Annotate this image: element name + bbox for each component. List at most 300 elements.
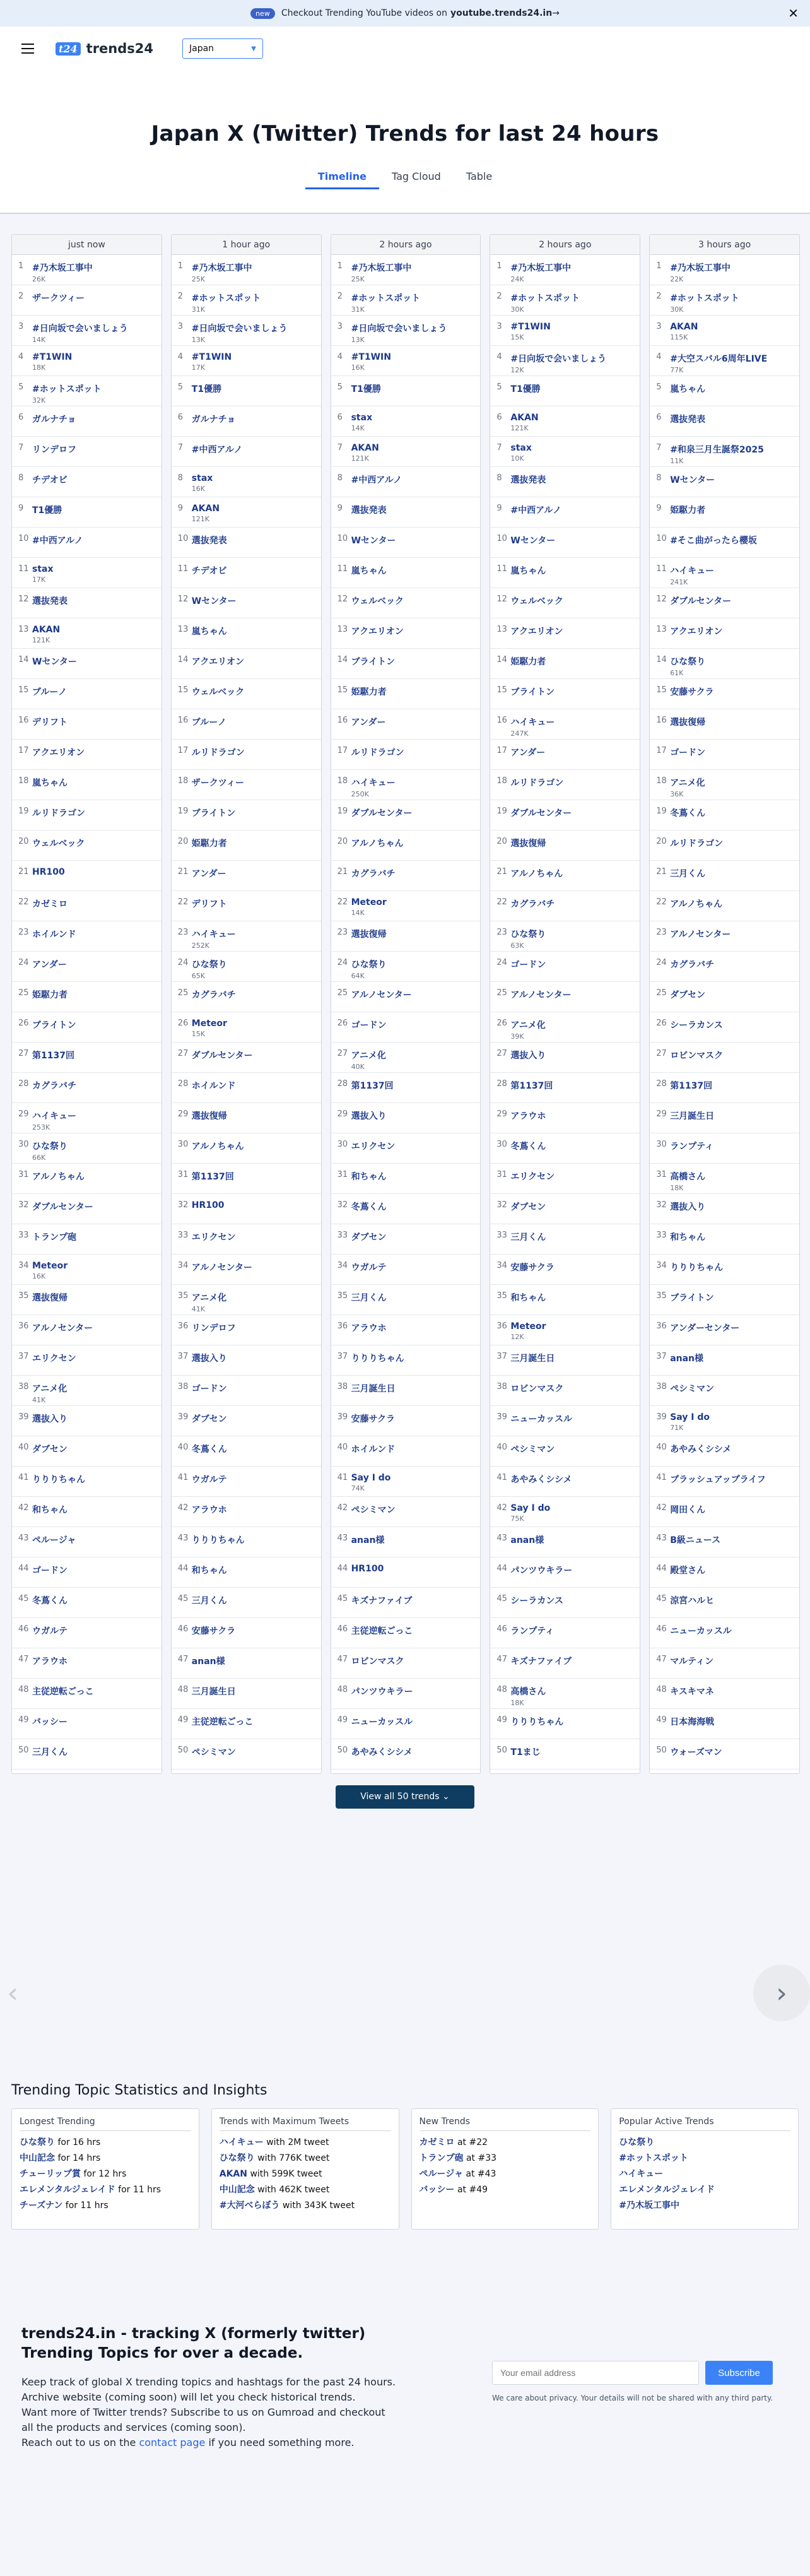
stats-trend-link[interactable]: ペルージャ [419, 2169, 463, 2179]
trend-link[interactable]: 嵐ちゃん [351, 566, 387, 576]
trend-link[interactable]: ダブセン [351, 1232, 387, 1243]
trend-link[interactable]: ホイルンド [351, 1445, 396, 1455]
trend-link[interactable]: 三月くん [191, 1596, 227, 1606]
trend-link[interactable]: Meteor [32, 1261, 68, 1271]
trend-link[interactable]: シーラカンス [510, 1596, 563, 1606]
tab-table[interactable]: Table [466, 170, 493, 182]
trend-link[interactable]: 日本海海戦 [670, 1717, 715, 1727]
trend-link[interactable]: アニメ化 [191, 1293, 227, 1303]
trend-link[interactable]: アルノちゃん [670, 899, 723, 909]
trend-link[interactable]: ブライトン [351, 657, 396, 667]
trend-link[interactable]: ダブセン [510, 1202, 546, 1212]
trend-link[interactable]: りりりちゃん [351, 1354, 404, 1364]
trend-row [172, 1588, 321, 1618]
trend-link[interactable]: デリフト [32, 718, 68, 728]
trend-link[interactable]: #日向坂で会いましょう [510, 354, 607, 364]
trend-link[interactable]: AKAN [191, 504, 220, 514]
trend-link[interactable]: アニメ化 [670, 778, 705, 788]
trend-link[interactable]: キズナファイブ [510, 1657, 572, 1667]
trend-link[interactable]: #和泉三月生誕祭2025 [670, 445, 764, 455]
trend-link[interactable]: #T1WIN [191, 352, 232, 362]
stats-trend-link[interactable]: ひな祭り [219, 2153, 255, 2163]
trend-link[interactable]: アンダー [32, 960, 67, 970]
trend-link[interactable]: AKAN [510, 413, 539, 423]
trend-link[interactable]: ダブセン [32, 1445, 68, 1455]
stats-trend-link[interactable]: #大河べらぼう [219, 2201, 280, 2211]
trend-link[interactable]: ダブルセンター [670, 596, 732, 606]
trend-link[interactable]: 嵐ちゃん [510, 566, 546, 576]
trend-link[interactable]: 選抜復帰 [191, 1111, 227, 1121]
trend-link[interactable]: Say I do [351, 1473, 391, 1483]
trend-link[interactable]: 姫駆力者 [32, 990, 68, 1000]
trend-row [12, 558, 161, 588]
trend-link[interactable]: りりりちゃん [191, 1535, 245, 1545]
trend-link[interactable]: ブラッシュアップライフ [670, 1475, 766, 1485]
trend-link[interactable]: #乃木坂工事中 [351, 263, 412, 273]
trend-link[interactable]: #そこ曲がったら櫻坂 [670, 536, 757, 546]
trend-link[interactable]: Wセンター [510, 536, 556, 546]
trend-link[interactable]: 姫駆力者 [510, 657, 546, 667]
trend-link[interactable]: Wセンター [191, 596, 237, 606]
trend-link[interactable]: ペルージャ [32, 1535, 76, 1545]
trend-link[interactable]: ゴードン [351, 1020, 387, 1031]
trend-link[interactable]: アルノちゃん [191, 1142, 244, 1152]
trend-link[interactable]: ロビンマスク [351, 1657, 404, 1667]
trend-link[interactable]: 主従逆転ごっこ [351, 1626, 413, 1636]
trend-link[interactable]: #中西アルノ [191, 445, 243, 455]
trend-link[interactable]: 姫駆力者 [191, 839, 227, 849]
trend-row [12, 406, 161, 437]
trend-link[interactable]: アラウホ [191, 1505, 227, 1515]
trend-link[interactable]: 安藤サクラ [351, 1414, 396, 1424]
trend-link[interactable]: 選抜復帰 [670, 718, 706, 728]
trend-link[interactable]: パンツウキラー [351, 1687, 413, 1697]
trend-link[interactable]: 第1137回 [510, 1081, 553, 1091]
trend-link[interactable]: #乃木坂工事中 [32, 263, 93, 273]
trend-link[interactable]: ゴードン [670, 748, 706, 758]
trend-link[interactable]: HR100 [32, 867, 65, 877]
trend-link[interactable]: ゴードン [510, 960, 546, 970]
trend-link[interactable]: ブルーノ [32, 687, 68, 697]
trend-link[interactable]: 安藤サクラ [191, 1626, 236, 1636]
trend-link[interactable]: 三月誕生日 [670, 1111, 715, 1121]
trend-link[interactable]: anan様 [510, 1535, 544, 1545]
trend-rank: 41 [656, 1473, 667, 1482]
trend-link[interactable]: リンデロフ [32, 445, 76, 455]
trend-link[interactable]: Meteor [351, 897, 387, 907]
trend-rank: 19 [496, 806, 507, 816]
trend-link[interactable]: #ホットスポット [670, 293, 739, 304]
trend-link[interactable]: アクエリオン [351, 627, 404, 637]
trend-link[interactable]: T1優勝 [32, 505, 62, 516]
trend-link[interactable]: カグラバチ [32, 1081, 76, 1091]
trend-link[interactable]: #T1WIN [32, 352, 73, 362]
trend-link[interactable]: stax [351, 413, 373, 423]
trend-link[interactable]: ガルナチョ [32, 415, 76, 425]
trend-link[interactable]: 第1137回 [670, 1081, 713, 1091]
trend-link[interactable]: 和ちゃん [351, 1172, 387, 1182]
trend-link[interactable]: アルノちゃん [32, 1172, 85, 1182]
trend-row [490, 861, 640, 891]
close-icon[interactable]: ✕ [788, 6, 799, 21]
trend-link[interactable]: #日向坂で会いましょう [191, 324, 288, 334]
trend-link[interactable]: アラウホ [510, 1111, 546, 1121]
trend-link[interactable]: デリフト [191, 899, 227, 909]
trend-link[interactable]: ホイルンド [32, 930, 76, 940]
trend-link[interactable]: ロビンマスク [670, 1051, 724, 1061]
stats-value: for 14 hrs [55, 2153, 101, 2163]
stats-trend-link[interactable]: 中山記念 [20, 2153, 55, 2163]
trend-link[interactable]: アルノセンター [351, 990, 412, 1000]
trend-link[interactable]: Meteor [191, 1019, 227, 1029]
trend-link[interactable]: AKAN [351, 443, 379, 453]
trend-link[interactable]: anan様 [670, 1354, 704, 1364]
trend-link[interactable]: カゼミロ [32, 899, 68, 909]
trend-link[interactable]: 殿堂さん [670, 1566, 706, 1576]
trend-link[interactable]: 安藤サクラ [670, 687, 714, 697]
trend-link[interactable]: 和ちゃん [32, 1505, 68, 1515]
trend-link[interactable]: 高橋さん [510, 1687, 546, 1697]
trend-link[interactable]: 高橋さん [670, 1172, 706, 1182]
trend-link[interactable]: #ホットスポット [32, 384, 102, 394]
trend-link[interactable]: 三月くん [670, 869, 706, 879]
trend-link[interactable]: #乃木坂工事中 [191, 263, 252, 273]
trend-link[interactable]: チデオビ [191, 566, 227, 576]
trend-link[interactable]: あやみくシシメ [670, 1445, 732, 1455]
trend-link[interactable]: #大空スバル6周年LIVE [670, 354, 768, 364]
trend-link[interactable]: 冬蔦くん [351, 1202, 387, 1212]
trend-link[interactable]: #中西アルノ [510, 505, 562, 516]
trend-link[interactable]: エリクセン [32, 1354, 76, 1364]
stats-trend-link[interactable]: #乃木坂工事中 [619, 2201, 679, 2211]
trend-link[interactable]: マルティン [670, 1657, 714, 1667]
subscribe-button[interactable]: Subscribe [705, 2361, 773, 2385]
trend-link[interactable]: T1優勝 [351, 384, 381, 394]
trend-link[interactable]: #ホットスポット [351, 293, 421, 304]
trend-link[interactable]: 選抜入り [351, 1111, 387, 1121]
trend-link[interactable]: ゴードン [32, 1566, 68, 1576]
stats-trend-link[interactable]: カゼミロ [419, 2137, 455, 2148]
trend-link[interactable]: りりりちゃん [510, 1717, 564, 1727]
trend-link[interactable]: 選抜復帰 [351, 930, 387, 940]
trend-link[interactable]: ウェルベック [32, 839, 85, 849]
trend-link[interactable]: 姫駆力者 [670, 505, 706, 516]
menu-icon[interactable] [21, 44, 34, 54]
tab-tag-cloud[interactable]: Tag Cloud [391, 170, 441, 182]
trend-link[interactable]: キスキマネ [670, 1687, 714, 1697]
site-logo[interactable] [56, 41, 153, 56]
trend-link[interactable]: HR100 [191, 1200, 225, 1210]
trend-link[interactable]: ブライトン [510, 687, 555, 697]
trend-link[interactable]: アルノセンター [191, 1263, 252, 1273]
trend-link[interactable]: アルノセンター [510, 990, 572, 1000]
trend-link[interactable]: ひな祭り [670, 657, 706, 667]
trend-link[interactable]: 嵐ちゃん [670, 384, 706, 394]
trend-link[interactable]: カグラバチ [510, 899, 555, 909]
trend-link[interactable]: ロビンマスク [510, 1384, 564, 1394]
trend-link[interactable]: 選抜入り [191, 1354, 227, 1364]
trend-link[interactable]: アルノちゃん [510, 869, 563, 879]
trend-link[interactable]: Wセンター [32, 657, 77, 667]
trend-link[interactable]: 姫駆力者 [351, 687, 387, 697]
trend-link[interactable]: ダブルセンター [351, 808, 413, 818]
trend-link[interactable]: 三月くん [32, 1747, 68, 1758]
trend-link[interactable]: 和ちゃん [510, 1293, 546, 1303]
trend-link[interactable]: パンツウキラー [510, 1566, 573, 1576]
stats-trend-link[interactable]: ハイキュー [219, 2137, 264, 2148]
trend-link[interactable]: Wセンター [351, 536, 396, 546]
trend-link[interactable]: ニューカッスル [670, 1626, 732, 1636]
trend-link[interactable]: 冬蔦くん [191, 1445, 227, 1455]
trend-link[interactable]: エリクセン [191, 1232, 236, 1243]
view-all-button[interactable] [336, 1785, 474, 1809]
trend-link[interactable]: アンダー [191, 869, 226, 879]
trend-link[interactable]: 三月くん [510, 1232, 546, 1243]
trend-link[interactable]: ウェルベック [510, 596, 563, 606]
trend-link[interactable]: ハイキュー [351, 778, 396, 788]
trend-link[interactable]: ガルナチョ [191, 415, 236, 425]
trend-link[interactable]: 選抜入り [670, 1202, 706, 1212]
trend-link[interactable]: ウェルベック [351, 596, 404, 606]
trend-rank: 34 [656, 1261, 667, 1270]
trend-link[interactable]: カグラバチ [670, 960, 715, 970]
trend-link[interactable]: B級ニュース [670, 1535, 721, 1545]
trend-link[interactable]: ルリドラゴン [510, 778, 564, 788]
trend-link[interactable]: 三月誕生日 [191, 1687, 236, 1697]
trend-link[interactable]: ニューカッスル [351, 1717, 413, 1727]
trend-link[interactable]: アニメ化 [351, 1051, 386, 1061]
trend-link[interactable]: HR100 [351, 1564, 384, 1574]
trend-link[interactable]: ウェルベック [191, 687, 245, 697]
trend-link[interactable]: #中西アルノ [351, 475, 402, 485]
trend-link[interactable]: シーラカンス [670, 1020, 723, 1031]
stats-trend-link[interactable]: チューリップ賞 [20, 2169, 81, 2179]
trend-link[interactable]: 冬蔦くん [510, 1142, 546, 1152]
trend-link[interactable]: ダブセン [191, 1414, 227, 1424]
trend-link[interactable]: りりりちゃん [32, 1475, 85, 1485]
trend-link[interactable]: 三月誕生日 [510, 1354, 555, 1364]
trend-link[interactable]: りりりちゃん [670, 1263, 724, 1273]
trend-link[interactable]: ブライトン [670, 1293, 714, 1303]
stats-trend-link[interactable]: バッシー [419, 2185, 455, 2195]
trend-link[interactable]: ひな祭り [191, 960, 227, 970]
stats-trend-link[interactable]: エレメンタルジェレイド [619, 2185, 715, 2195]
trend-link[interactable]: ダブルセンター [32, 1202, 93, 1212]
trend-link[interactable]: エリクセン [351, 1142, 396, 1152]
trend-link[interactable]: 嵐ちゃん [32, 778, 68, 788]
trend-link[interactable]: アラウホ [32, 1657, 68, 1667]
trend-link[interactable]: アクエリオン [510, 627, 563, 637]
country-select[interactable] [182, 38, 263, 59]
trend-link[interactable]: ペシミマン [191, 1747, 236, 1758]
trend-link[interactable]: 第1137回 [351, 1081, 394, 1091]
stats-trend-link[interactable]: #ホットスポット [619, 2153, 688, 2163]
prev-arrow-icon[interactable]: ‹ [7, 1976, 18, 2009]
trend-link[interactable]: チデオビ [32, 475, 68, 485]
trend-row [490, 497, 640, 528]
trend-link[interactable]: #ホットスポット [191, 293, 261, 304]
tweet-count: 252K [191, 942, 210, 950]
trend-link[interactable]: 選抜復帰 [510, 839, 546, 849]
trend-link[interactable]: ウォーズマン [670, 1747, 722, 1758]
trend-link[interactable]: 第1137回 [32, 1051, 74, 1061]
trend-link[interactable]: 冬蔦くん [32, 1596, 68, 1606]
trend-link[interactable]: ひな祭り [351, 960, 387, 970]
trend-link[interactable]: 主従逆転ごっこ [191, 1717, 254, 1727]
trend-link[interactable]: 岡田くん [670, 1505, 706, 1515]
trend-link[interactable]: あやみくシシメ [510, 1475, 572, 1485]
trend-link[interactable]: アンダー [351, 718, 386, 728]
stats-trend-link[interactable]: チーズナン [20, 2201, 63, 2211]
trend-link[interactable]: stax [510, 443, 532, 453]
trend-link[interactable]: カグラバチ [351, 869, 396, 879]
trend-link[interactable]: アクエリオン [670, 627, 723, 637]
trend-link[interactable]: Say I do [510, 1503, 551, 1513]
trend-link[interactable]: anan様 [351, 1535, 385, 1545]
trend-link[interactable]: エリクセン [510, 1172, 555, 1182]
trend-link[interactable]: ルリドラゴン [191, 748, 245, 758]
trend-link[interactable]: Wセンター [670, 475, 715, 485]
trend-link[interactable]: ハイキュー [191, 930, 236, 940]
trend-link[interactable]: アンダーセンター [670, 1323, 740, 1333]
trend-link[interactable]: ペシミマン [510, 1445, 555, 1455]
trend-link[interactable]: 選抜入り [510, 1051, 546, 1061]
trend-link[interactable]: 選抜復帰 [32, 1293, 68, 1303]
stats-trend-link[interactable]: エレメンタルジェレイド [20, 2185, 115, 2195]
trend-link[interactable]: トランプ砲 [32, 1232, 76, 1243]
trend-row [331, 1164, 481, 1194]
trend-link[interactable]: ルリドラゴン [670, 839, 724, 849]
trend-link[interactable]: ルリドラゴン [32, 808, 85, 818]
trend-link[interactable]: キズナファイブ [351, 1596, 413, 1606]
trend-link[interactable]: 選抜入り [32, 1414, 68, 1424]
trend-link[interactable]: アルノセンター [670, 930, 731, 940]
trend-link[interactable]: ハイキュー [32, 1111, 76, 1121]
trend-link[interactable]: アンダー [510, 748, 546, 758]
trend-link[interactable]: アクエリオン [32, 748, 85, 758]
contact-link[interactable]: contact page [139, 2437, 206, 2449]
trend-link[interactable]: stax [191, 473, 213, 483]
trend-link[interactable]: 安藤サクラ [510, 1263, 555, 1273]
trend-link[interactable]: ニューカッスル [510, 1414, 572, 1424]
trend-link[interactable]: T1まじ [510, 1747, 541, 1758]
trend-link[interactable]: ペシミマン [351, 1505, 396, 1515]
trend-row [331, 285, 481, 316]
trend-link[interactable]: 主従逆転ごっこ [32, 1687, 94, 1697]
trend-link[interactable]: #乃木坂工事中 [510, 263, 572, 273]
trend-link[interactable]: 選抜発表 [191, 536, 227, 546]
trend-link[interactable]: ウガルテ [351, 1263, 387, 1273]
trend-link[interactable]: AKAN [670, 322, 698, 332]
stats-trend-link[interactable]: 中山記念 [219, 2185, 255, 2195]
trend-link[interactable]: ザークツィー [32, 293, 85, 304]
tab-timeline[interactable]: Timeline [305, 170, 379, 189]
trend-link[interactable]: 選抜発表 [670, 415, 706, 425]
trend-link[interactable]: T1優勝 [191, 384, 222, 394]
trend-link[interactable]: ひな祭り [510, 930, 546, 940]
trend-link[interactable]: ブライトン [191, 808, 236, 818]
trend-link[interactable]: ルリドラゴン [351, 748, 404, 758]
trend-link[interactable]: あやみくシシメ [351, 1747, 413, 1758]
stats-trend-link[interactable]: AKAN [219, 2169, 247, 2179]
trend-link[interactable]: 嵐ちゃん [191, 627, 227, 637]
trend-link[interactable]: #乃木坂工事中 [670, 263, 731, 273]
trend-link[interactable]: 涼宮ハルヒ [670, 1596, 715, 1606]
trend-link[interactable]: アクエリオン [191, 657, 244, 667]
trend-link[interactable]: アニメ化 [510, 1020, 546, 1031]
trend-link[interactable]: #ホットスポット [510, 293, 580, 304]
trend-link[interactable]: ランプティ [510, 1626, 555, 1636]
trend-rank: 45 [656, 1594, 667, 1604]
trend-link[interactable]: 和ちゃん [191, 1566, 227, 1576]
trend-link[interactable]: リンデロフ [191, 1323, 236, 1333]
trend-link[interactable]: ブルーノ [191, 718, 226, 728]
trend-link[interactable]: Meteor [510, 1321, 546, 1332]
trend-link[interactable]: ダブルセンター [191, 1051, 253, 1061]
trend-link[interactable]: stax [32, 564, 54, 574]
trend-link[interactable]: ウガルテ [32, 1626, 68, 1636]
trend-rank: 4 [656, 352, 662, 362]
trend-link[interactable]: Say I do [670, 1412, 710, 1422]
trend-link[interactable]: アラウホ [351, 1323, 387, 1333]
trend-link[interactable]: ブライトン [32, 1020, 76, 1031]
trend-row [172, 618, 321, 649]
trend-link[interactable]: アニメ化 [32, 1384, 68, 1394]
email-field[interactable] [492, 2361, 699, 2385]
stats-trend-link[interactable]: ハイキュー [619, 2169, 664, 2179]
trend-link[interactable]: 選抜発表 [351, 505, 387, 516]
trend-link[interactable]: カグラバチ [191, 990, 236, 1000]
trend-link[interactable]: 三月誕生日 [351, 1384, 396, 1394]
trend-link[interactable]: 選抜発表 [510, 475, 546, 485]
trend-link[interactable]: #日向坂で会いましょう [32, 324, 128, 334]
trend-link[interactable]: ゴードン [191, 1384, 227, 1394]
banner-link[interactable]: youtube.trends24.in [450, 8, 553, 18]
next-arrow-icon[interactable]: › [753, 1964, 810, 2021]
trend-link[interactable]: #T1WIN [510, 322, 551, 332]
trend-link[interactable]: ペシミマン [670, 1384, 715, 1394]
trend-link[interactable]: アルノちゃん [351, 839, 404, 849]
trend-link[interactable]: ザークツィー [191, 778, 244, 788]
trend-link[interactable]: #中西アルノ [32, 536, 83, 546]
trend-link[interactable]: AKAN [32, 625, 61, 635]
trend-link[interactable]: ひな祭り [32, 1142, 68, 1152]
trend-link[interactable]: 三月くん [351, 1293, 387, 1303]
trend-link[interactable]: ダブルセンター [510, 808, 572, 818]
stats-trend-link[interactable]: トランプ砲 [419, 2153, 464, 2163]
trend-link[interactable]: ランプティ [670, 1142, 714, 1152]
trend-link[interactable]: ハイキュー [510, 718, 555, 728]
trend-row [650, 1224, 799, 1255]
trend-link[interactable]: ダブセン [670, 990, 706, 1000]
trend-link[interactable]: #日向坂で会いましょう [351, 324, 447, 334]
trend-link[interactable]: アルノセンター [32, 1323, 93, 1333]
trend-link[interactable]: anan様 [191, 1657, 225, 1667]
trend-link[interactable]: 第1137回 [191, 1172, 234, 1182]
stats-trend-link[interactable]: ひな祭り [619, 2137, 655, 2148]
trend-link[interactable]: ハイキュー [670, 566, 715, 576]
stats-trend-link[interactable]: ひな祭り [20, 2137, 55, 2148]
trend-link[interactable]: ホイルンド [191, 1081, 236, 1091]
trend-link[interactable]: バッシー [32, 1717, 68, 1727]
trend-link[interactable]: T1優勝 [510, 384, 541, 394]
trend-link[interactable]: 選抜発表 [32, 596, 68, 606]
trend-link[interactable]: 冬蔦くん [670, 808, 706, 818]
trend-link[interactable]: ウガルテ [191, 1475, 227, 1485]
trend-link[interactable]: 和ちゃん [670, 1232, 706, 1243]
stats-card-title: Popular Active Trends [619, 2117, 790, 2131]
trend-link[interactable]: #T1WIN [351, 352, 391, 362]
